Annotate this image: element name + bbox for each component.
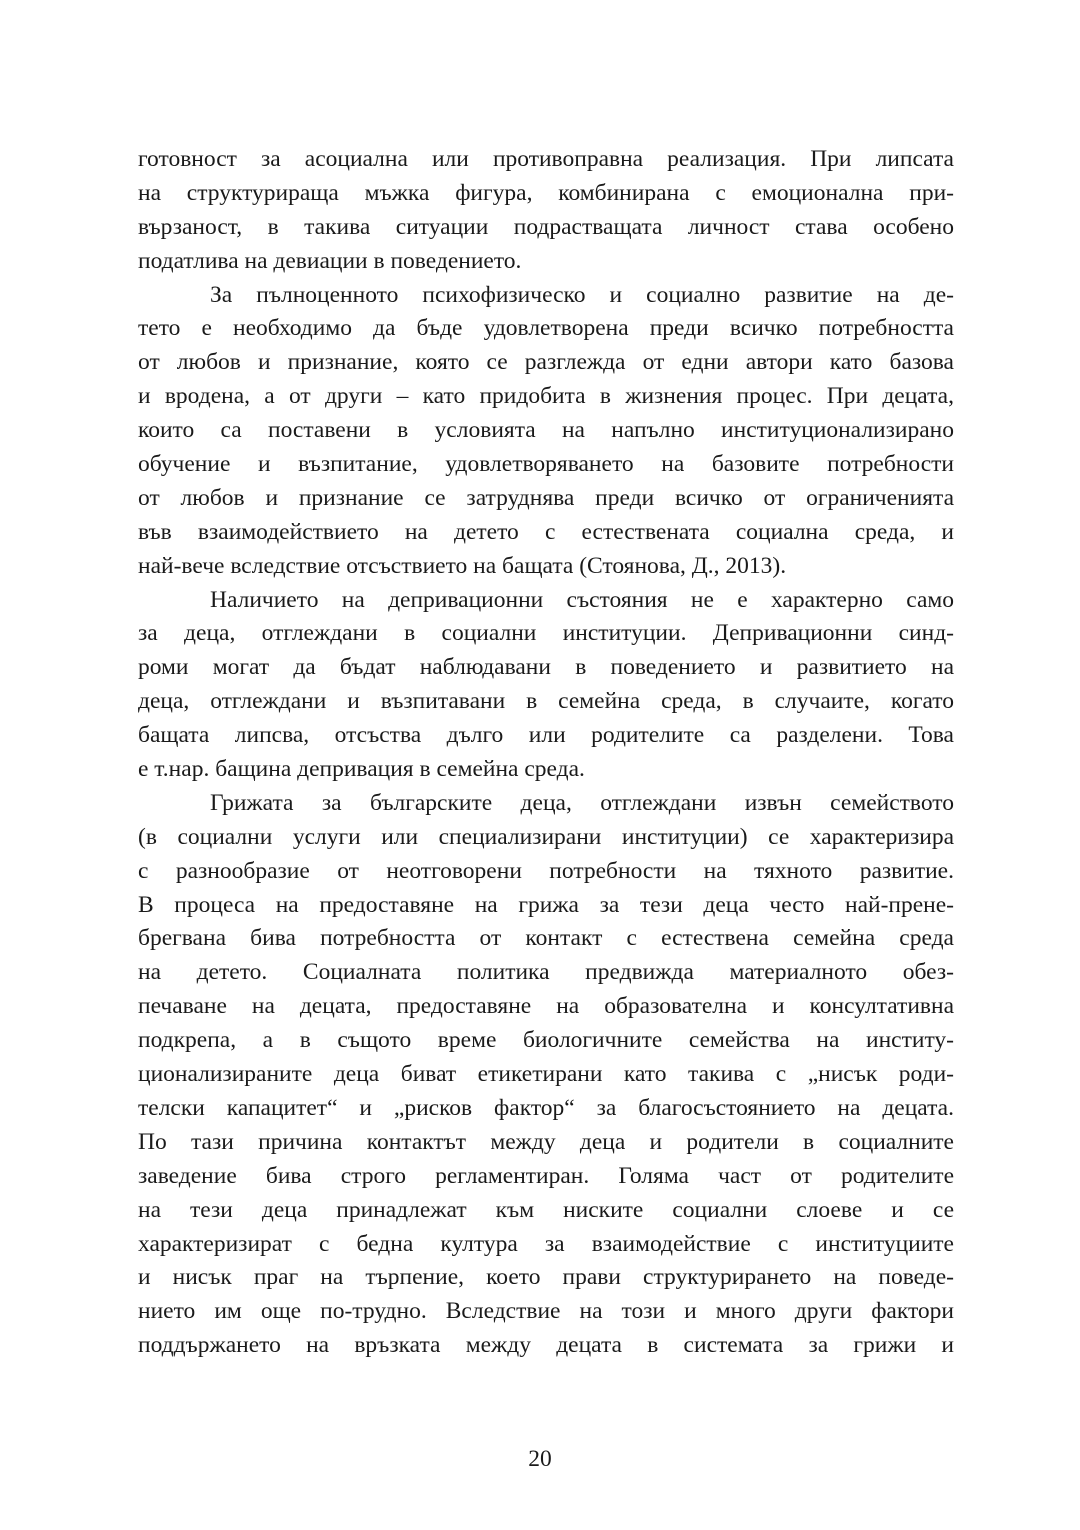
text-line: на структурираща мъжка фигура, комбинирана с емоционална при- <box>138 179 954 206</box>
text-line: (в социални услуги или специализирани институции) се характеризира <box>138 823 954 850</box>
text-line: най-вече вследствие отсъствието на бащата (Стоянова, Д., 2013). <box>138 552 787 579</box>
text-line: печаване на децата, предоставяне на образователна и консултативна <box>138 993 954 1020</box>
paragraph-4 <box>138 787 954 1363</box>
text-line: заведение бива строго регламентиран. Голяма част от родителите <box>138 1162 954 1189</box>
text-line: е т.нар. бащина депривация в семейна среда. <box>138 756 585 783</box>
text-line: За пълноценното психофизическо и социално развитие на де- <box>210 281 954 308</box>
text-line: По тази причина контактът между деца и родители в социалните <box>138 1128 954 1155</box>
text-line: подкрепа, а в същото време биологичните семейства на институ- <box>138 1027 954 1054</box>
text-line: с разнообразие от неотговорени потребности на тяхното развитие. <box>138 857 954 884</box>
text-line: тето е необходимо да бъде удовлетворена преди всичко потребността <box>138 315 954 342</box>
page-number: 20 <box>528 1446 552 1472</box>
paragraph-1 <box>138 143 954 279</box>
text-line: от любов и признание, която се разглежда от едни автори като базова <box>138 349 954 376</box>
text-line: брегвана бива потребността от контакт с естествена семейна среда <box>138 925 954 952</box>
text-line: на тези деца принадлежат към ниските социални слоеве и се <box>138 1196 954 1223</box>
text-line: на детето. Социалната политика предвижда материалното обез- <box>138 959 954 986</box>
text-line: от любов и признание се затруднява преди всичко от ограниченията <box>138 484 954 511</box>
text-line: податлива на девиации в поведението. <box>138 247 522 274</box>
text-line: за деца, отглеждани в социални институции. Депривационни синд- <box>138 620 954 647</box>
text-line: обучение и възпитание, удовлетворяването на базовите потребности <box>138 451 954 478</box>
body-text <box>138 143 954 1363</box>
text-line: деца, отглеждани и възпитавани в семейна среда, в случаите, когато <box>138 688 954 715</box>
text-line: които са поставени в условията на напълно институционализирано <box>138 417 954 444</box>
text-line: телски капацитет“ и „рисков фактор“ за благосъстоянието на децата. <box>138 1094 954 1121</box>
paragraph-3 <box>138 584 954 787</box>
text-line: и нисък праг на търпение, което прави структурирането на поведе- <box>138 1264 954 1291</box>
text-line: и вродена, а от други – като придобита в жизнения процес. При децата, <box>138 383 954 410</box>
text-line: роми могат да бъдат наблюдавани в поведението и развитието на <box>138 654 954 681</box>
text-line: бащата липсва, отсъства дълго или родителите са разделени. Това <box>138 722 954 749</box>
text-line: поддържането на връзката между децата в системата за грижи и <box>138 1332 954 1359</box>
text-line: характеризират с бедна култура за взаимодействие с институциите <box>138 1230 954 1257</box>
text-line: вързаност, в такива ситуации подрастващата личност става особено <box>138 213 954 240</box>
paragraph-2 <box>138 279 954 584</box>
text-line: нието им още по-трудно. Вследствие на този и много други фактори <box>138 1298 954 1325</box>
text-line: Грижата за българските деца, отглеждани извън семейството <box>210 789 954 816</box>
text-line: Наличието на депривационни състояния не е характерно само <box>210 586 954 613</box>
text-line: във взаимодействието на детето с естествената социална среда, и <box>138 518 954 545</box>
text-line: В процеса на предоставяне на грижа за тези деца често най-прене- <box>138 891 954 918</box>
text-line: готовност за асоциална или противоправна реализация. При липсата <box>138 146 954 172</box>
text-line: ционализираните деца биват етикетирани като такива с „нисък роди- <box>138 1061 954 1088</box>
